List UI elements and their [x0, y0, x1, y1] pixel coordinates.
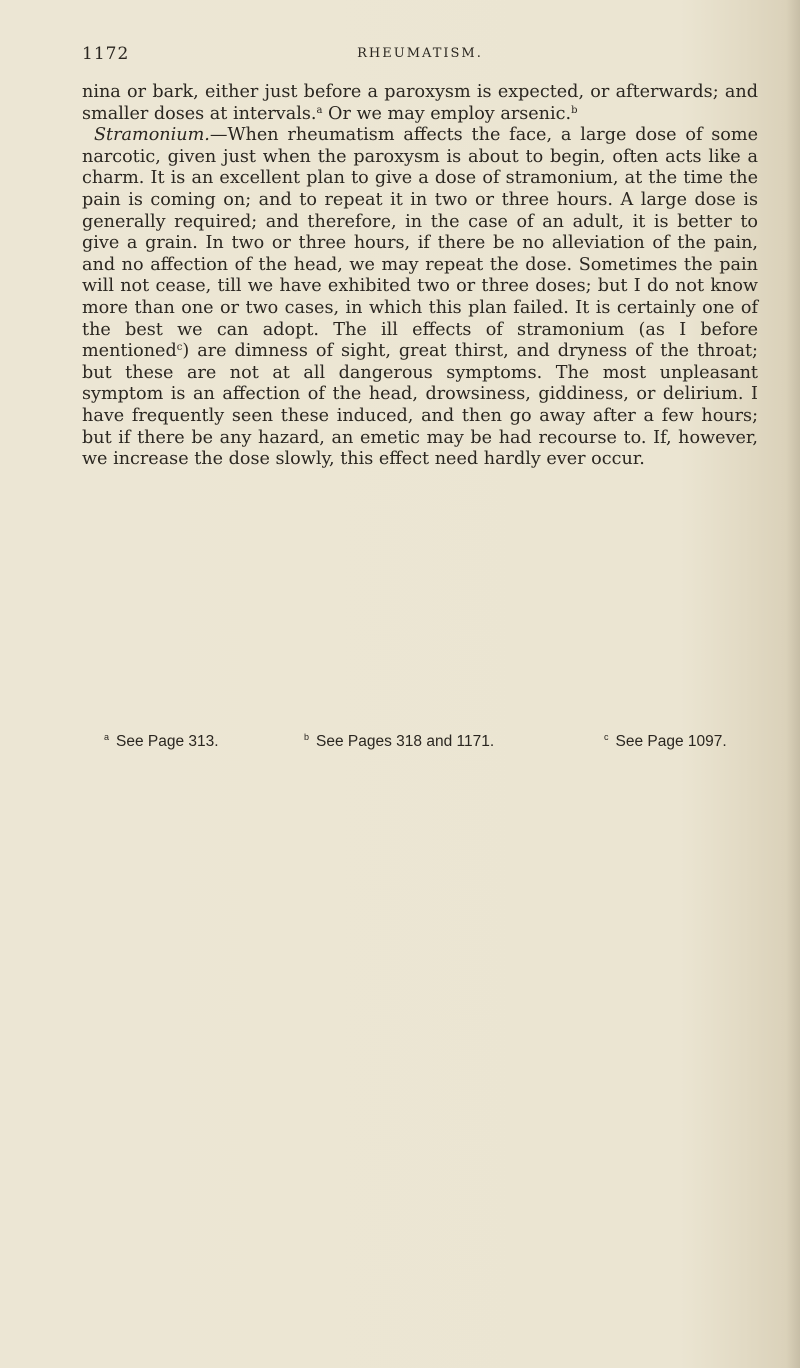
footnote-c-mark: c: [604, 732, 609, 742]
paragraph-1: [82, 82, 758, 125]
body-text: [82, 82, 758, 471]
footnote-a-text: See Page 313.: [116, 733, 219, 750]
footnote-a-mark: a: [104, 732, 110, 742]
footnote-b-text: See Pages 318 and 1171.: [316, 733, 495, 750]
footnotes: [82, 733, 758, 755]
footnote-ref-b: b: [571, 104, 578, 116]
footnote-b: [304, 733, 494, 751]
page-number: 1172: [82, 44, 130, 64]
footnote-c-text: See Page 1097.: [615, 733, 727, 750]
paragraph-2-text-1: —When rheumatism affects the face, a large dose of some narcotic, given just when the paroxysm is about to begin, often acts like a charm. It is an excellent plan to give a dose of stramonium, at the time the pain is coming on; and to repeat it in two or three hours. A large dose is generally required; and therefore, in the case of an adult, it is better to give a grain. In two or three hours, if there be no alleviation of the pain, and no affection of the head, we may repeat the dose. Sometimes the pain will not cease, till we have exhibited two or three doses; but I do not know more than one or two cases, in which this plan failed. It is certainly one of the best we can adopt. The ill effects of stramonium (as I before mentioned: [82, 125, 758, 362]
running-head: RHEUMATISM.: [357, 46, 483, 61]
footnote-a: [104, 733, 219, 751]
footnote-ref-a: a: [316, 104, 323, 116]
paragraph-1-text-2: Or we may employ arsenic.: [322, 103, 572, 124]
footnote-ref-c: c: [176, 342, 183, 354]
paragraph-2-lead: Stramonium.: [94, 125, 210, 146]
paragraph-2: [82, 125, 758, 471]
footnote-b-mark: b: [304, 732, 310, 742]
paragraph-2-text-2: ) are dimness of sight, great thirst, and dryness of the throat; but these are not at all dangerous symptoms. The most unpleasant symptom is an affection of the head, drowsiness, giddiness, or delirium. I have frequently seen these induced, and then go away after a few hours; but if there be any hazard, an emetic may be had recourse to. If, however, we increase the dose slowly, this effect need hardly ever occur.: [82, 341, 758, 470]
page-header: [82, 44, 758, 66]
page-edge-shadow: [786, 0, 800, 1368]
paragraph-1-text: nina or bark, either just before a paroxysm is expected, or afterwards; and smaller doses at intervals.: [82, 82, 758, 124]
footnote-c: [604, 733, 727, 751]
